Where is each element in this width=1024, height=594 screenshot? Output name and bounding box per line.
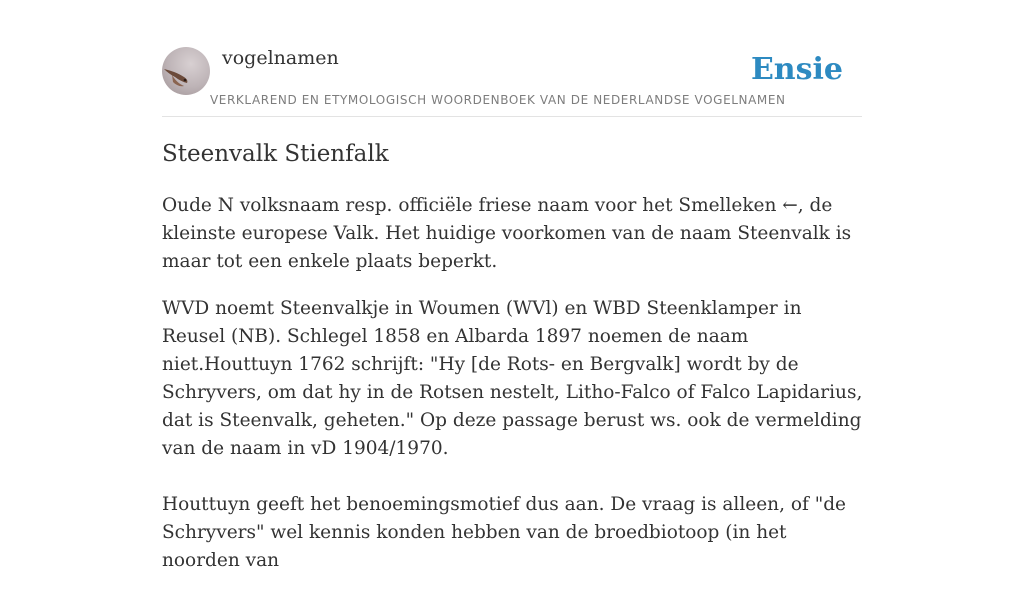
entry-body: [162, 192, 866, 594]
entry-title: Steenvalk Stienfalk: [162, 141, 389, 167]
ensie-logo[interactable]: Ensie: [750, 52, 843, 87]
paragraph-motive: Houttuyn geeft het benoemingsmotief dus aan. De vraag is alleen, of "de Schryvers" wel kennis konden hebben van de broedbiotoop (in het noorden van: [162, 494, 847, 571]
paragraph-definition: Oude N volksnaam resp. officiële friese naam voor het Smelleken ←, de kleinste europese Valk. Het huidige voorkomen van de naam Steenvalk is maar tot een enkele plaats beperkt.: [162, 195, 852, 272]
site-header: [162, 46, 862, 117]
site-tagline: VERKLAREND EN ETYMOLOGISCH WOORDENBOEK VAN DE NEDERLANDSE VOGELNAMEN: [210, 93, 786, 107]
bird-icon: [162, 47, 210, 95]
site-name[interactable]: vogelnamen: [222, 47, 339, 69]
bird-photo-avatar[interactable]: [162, 47, 210, 95]
paragraph-sources: WVD noemt Steenvalkje in Woumen (WVl) en WBD Steenklamper in Reusel (NB). Schlegel 1858 en Albarda 1897 noemen de naam niet.Houttuyn 1762 schrijft: "Hy [de Rots- en Bergvalk] wordt by de Schryvers, om dat hy in de Rotsen nestelt, Litho-Falco of Falco Lapidarius, dat is Steenvalk, geheten." Op deze passage berust ws. ook de vermelding van de naam in vD 1904/1970.: [162, 298, 863, 459]
